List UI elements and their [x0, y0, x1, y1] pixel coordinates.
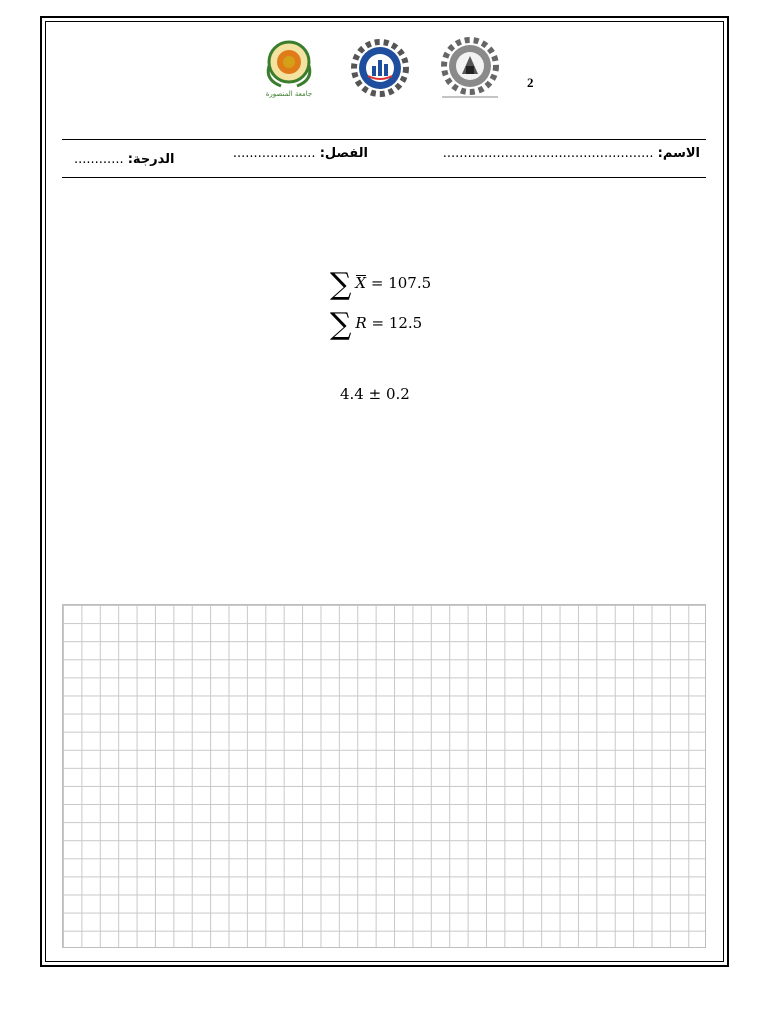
- equation-sum-xbar: [330, 264, 432, 302]
- university-seal-icon: [259, 36, 319, 100]
- header-rule-bottom: [62, 177, 706, 178]
- seal-caption: جامعة المنصورة: [265, 90, 313, 98]
- r-variable: R: [355, 314, 367, 332]
- grade-field[interactable]: [74, 152, 175, 167]
- name-field[interactable]: [443, 146, 700, 161]
- header-rule-top: [62, 139, 706, 140]
- name-blank: ...................................................: [442, 146, 654, 161]
- tolerance-expression: 4.4 ± 0.2: [340, 385, 410, 403]
- xbar-variable: X: [355, 274, 367, 292]
- equation-value: = 107.5: [366, 274, 432, 292]
- student-info-row: [62, 146, 706, 172]
- faculty-gear-logo-icon: [440, 36, 500, 100]
- graph-paper-grid: [62, 604, 706, 948]
- equation-sum-r: [330, 304, 423, 342]
- name-label: الاسم:: [657, 146, 700, 161]
- sigma-symbol: ∑: [330, 267, 352, 302]
- equation-value: = 12.5: [366, 314, 423, 332]
- class-label: الفصل:: [319, 146, 368, 161]
- page-number: 2: [527, 75, 534, 90]
- grade-label: الدرجة:: [127, 152, 175, 167]
- sigma-symbol: ∑: [330, 307, 352, 342]
- class-field[interactable]: [233, 146, 368, 161]
- class-blank: ....................: [232, 146, 316, 161]
- engineering-gear-logo-icon: [350, 36, 410, 100]
- header-logos: [0, 36, 768, 100]
- grade-blank: ............: [74, 152, 124, 167]
